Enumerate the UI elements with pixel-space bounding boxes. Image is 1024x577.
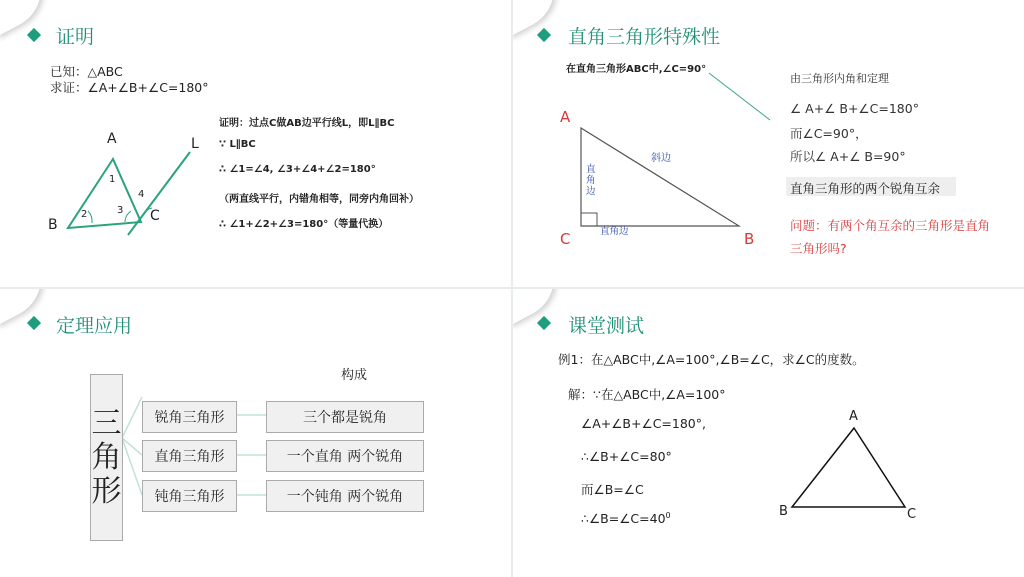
category-char: 形 xyxy=(91,473,122,509)
given-text: 已知：△ABC xyxy=(50,64,123,79)
solution-line: ∠A+∠B+∠C=180°, xyxy=(581,416,706,431)
triangle-abc xyxy=(581,128,739,226)
panel-title: 证明 xyxy=(56,26,95,48)
figure-heading: 在直角三角形ABC中,∠C=90° xyxy=(566,64,707,75)
isosceles-triangle-figure xyxy=(513,289,1024,577)
description-box: 三个都是锐角 xyxy=(266,401,424,433)
column-header: 构成 xyxy=(341,368,368,383)
angle-3-arc xyxy=(125,211,131,222)
panel-title: 直角三角形特殊性 xyxy=(568,26,721,48)
proof-line: ∴ ∠1=∠4, ∠3+∠4+∠2=180° xyxy=(219,164,376,175)
angle-1-label: 1 xyxy=(109,174,116,185)
conclusion-box: 直角三角形的两个锐角互余 xyxy=(786,177,956,196)
proof-line: ∴ ∠1+∠2+∠3=180°（等量代换） xyxy=(219,219,389,230)
question-line: 问题：有两个角互余的三角形是直角 xyxy=(790,218,991,233)
derivation-line: 而∠C=90°， xyxy=(790,126,868,141)
vertex-a-label: A xyxy=(560,108,571,126)
type-box: 直角三角形 xyxy=(142,440,237,472)
angle-2-arc xyxy=(88,211,92,223)
vertical-leg-label: 直 xyxy=(586,164,596,175)
triangle-category-box xyxy=(90,374,123,541)
panel-class-test xyxy=(513,289,1024,577)
proof-line: （两直线平行，内错角相等，同旁内角回补） xyxy=(219,194,419,205)
panel-theorem-application xyxy=(0,289,511,577)
category-char: 角 xyxy=(91,439,122,475)
line-l-label: L xyxy=(191,136,199,152)
angle-4-label: 4 xyxy=(138,189,145,200)
panel-title: 课堂测试 xyxy=(568,315,645,337)
type-box: 钝角三角形 xyxy=(142,480,237,512)
vertex-b-label: B xyxy=(48,217,58,233)
callout-line xyxy=(709,73,770,120)
derivation-line: ∠ A+∠ B+∠C=180° xyxy=(790,101,919,116)
panel-title: 定理应用 xyxy=(56,315,133,337)
solution-answer: ∴∠B=∠C=40 xyxy=(581,511,666,527)
vertical-leg-label: 角 xyxy=(586,175,596,186)
vertex-c-label: C xyxy=(907,507,917,522)
vertex-c-label: C xyxy=(560,230,571,248)
right-angle-mark xyxy=(581,213,597,226)
vertical-leg-label: 边 xyxy=(586,186,596,197)
connector-line xyxy=(122,397,142,438)
vertex-a-label: A xyxy=(849,409,858,424)
type-box: 锐角三角形 xyxy=(142,401,237,433)
triangle-abc xyxy=(792,428,905,507)
vertex-a-label: A xyxy=(107,131,117,147)
proof-line: ∵ L∥BC xyxy=(219,139,256,150)
solution-line: 而∠B=∠C xyxy=(581,482,644,497)
angle-3-label: 3 xyxy=(117,205,124,216)
triangle-abc xyxy=(68,159,141,228)
panel-right-triangle xyxy=(513,0,1024,287)
description-box: 一个直角 两个锐角 xyxy=(266,440,424,472)
derivation-line: 所以∠ A+∠ B=90° xyxy=(790,149,906,164)
vertex-b-label: B xyxy=(779,504,788,519)
category-char: 三 xyxy=(91,405,122,441)
solution-line: 解：∵在△ABC中,∠A=100° xyxy=(568,387,726,402)
example-text: 例1：在△ABC中,∠A=100°,∠B=∠C，求∠C的度数。 xyxy=(558,352,865,367)
proof-line: 证明：过点C做AB边平行线L，即L∥BC xyxy=(219,118,395,129)
theorem-text: 由三角形内角和定理 xyxy=(790,72,889,85)
hypotenuse-label: 斜边 xyxy=(651,153,671,164)
vertex-b-label: B xyxy=(744,230,755,248)
vertex-c-label: C xyxy=(150,208,160,224)
prove-text: 求证：∠A+∠B+∠C=180° xyxy=(50,80,209,95)
classification-connectors xyxy=(0,289,511,577)
solution-line: ∴∠B+∠C=80° xyxy=(581,449,672,464)
angle-2-label: 2 xyxy=(81,209,88,220)
description-box: 一个钝角 两个锐角 xyxy=(266,480,424,512)
horizontal-leg-label: 直角边 xyxy=(600,226,629,237)
solution-answer-superscript: 0 xyxy=(665,511,671,520)
right-triangle-figure xyxy=(513,0,1024,287)
panel-proof xyxy=(0,0,511,287)
question-line: 三角形吗? xyxy=(790,241,847,256)
